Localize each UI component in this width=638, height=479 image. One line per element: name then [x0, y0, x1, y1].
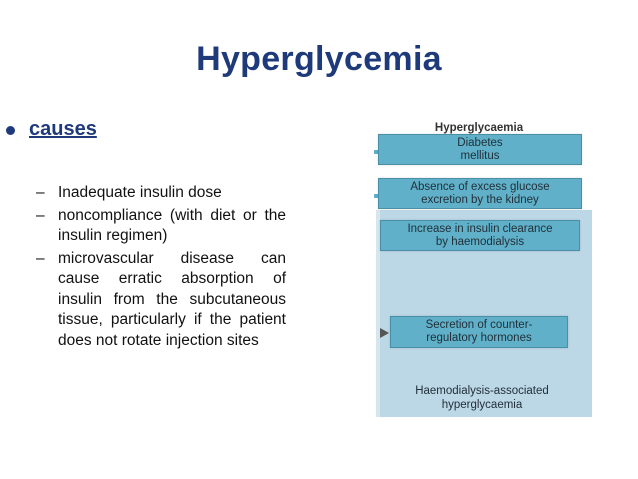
box-line: mellitus — [460, 149, 500, 162]
hyperglycaemia-figure — [368, 118, 590, 420]
figure-title: Hyperglycaemia — [434, 122, 524, 134]
list-item — [36, 183, 286, 204]
box-line: by haemodialysis — [435, 235, 525, 248]
dash-icon: – — [36, 184, 45, 201]
bottom-line: Haemodialysis-associated — [415, 385, 549, 397]
box-line: regulatory hormones — [426, 332, 532, 344]
arrow-right-icon — [380, 328, 389, 338]
dash-icon: – — [36, 249, 45, 267]
diabetes-mellitus-box — [378, 134, 582, 165]
list-item — [36, 249, 286, 352]
box-line: Secretion of counter- — [425, 319, 533, 331]
glucose-excretion-box — [378, 178, 582, 209]
list-item-text: microvascular disease can cause erratic absorption of insulin from the subcutaneous tissue, particularly if the patient does not rotate injection sites — [58, 249, 286, 349]
list-item-text: Inadequate insulin dose — [58, 184, 222, 201]
counter-regulatory-box — [390, 316, 568, 348]
box-line: Diabetes — [457, 136, 503, 149]
bullet-causes — [6, 118, 97, 141]
bullet-label: causes — [29, 118, 97, 140]
list-item-text: noncompliance (with diet or the insulin regimen) — [58, 206, 286, 244]
list-item — [36, 206, 286, 247]
figure-bottom-label — [376, 384, 588, 412]
insulin-clearance-box — [380, 220, 580, 251]
dash-icon: – — [36, 206, 45, 224]
slide-title: Hyperglycemia — [196, 40, 442, 78]
causes-list — [36, 183, 286, 353]
box-line: Increase in insulin clearance — [407, 222, 553, 235]
bullet-dot-icon — [6, 126, 15, 135]
box-line: excretion by the kidney — [421, 193, 539, 206]
box-line: Absence of excess glucose — [410, 180, 550, 193]
bottom-line: hyperglycaemia — [441, 399, 523, 411]
